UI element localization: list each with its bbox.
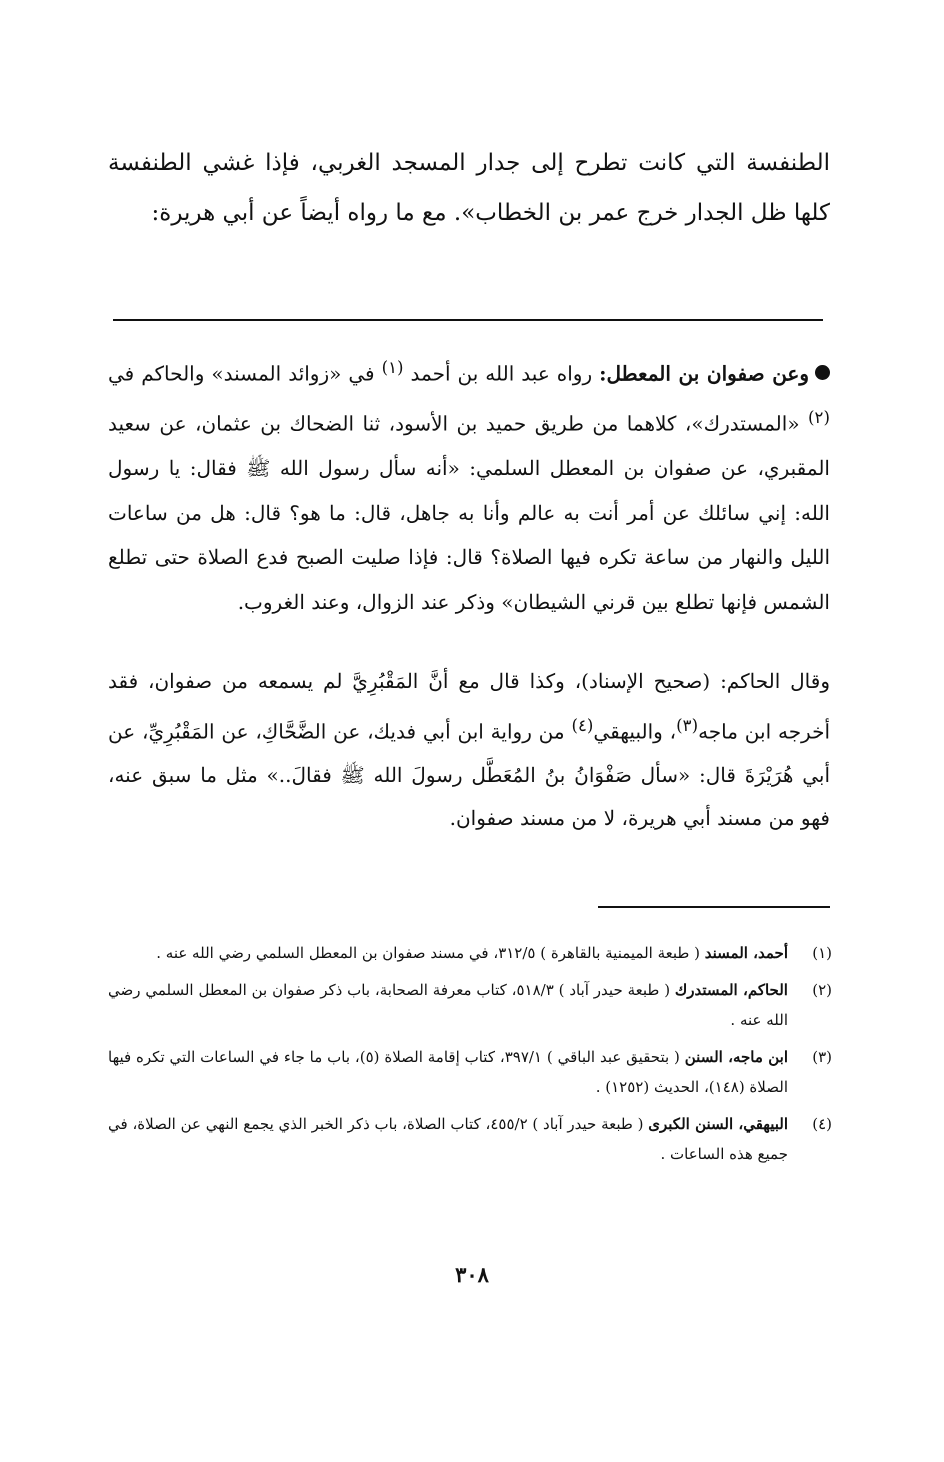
hakim-text-3: من رواية ابن أبي فديك، عن الضَّحَّاكِ، عن المَقْبُرِيِّ، عن أبي هُرَيْرَةَ قال: «سأل صَفْوَانُ بنُ المُعَطَّل رسولَ الله ﷺ فقالَ..» مثل ما سبق عنه، فهو من مسند أبي هريرة، لا من مسند صفوان.: [108, 719, 830, 831]
footnote-ref-3: (٣): [676, 715, 699, 735]
hakim-text-1: وقال الحاكم: (صحيح الإسناد)، وكذا قال مع أنَّ المَقْبُرِيَّ لم يسمعه من صفوان، فقد أخرجه ابن ماجه: [108, 669, 831, 744]
bullet-icon: [815, 365, 830, 380]
footnote-ref-2: (٢): [808, 408, 830, 428]
top-paragraph: الطنفسة التي كانت تطرح إلى جدار المسجد الغربي، فإذا غشي الطنفسة كلها ظل الجدار خرج عمر بن الخطاب». مع ما رواه أيضاً عن أبي هريرة:: [108, 150, 830, 226]
footnotes: [108, 938, 832, 1176]
footnote-text: ( بتحقيق عبد الباقي ) ٣٩٧/١، كتاب إقامة الصلاة (٥)، باب ما جاء في الساعات التي تكره فيها الصلاة (١٤٨)، الحديث (١٢٥٢) .: [108, 1048, 788, 1096]
footnote: [108, 938, 832, 968]
footnote: [108, 975, 832, 1035]
footnote-ref-4: (٤): [571, 715, 594, 735]
footnote-source: البيهقي، السنن الكبرى: [648, 1115, 788, 1133]
hakim-paragraph: [108, 660, 830, 841]
section-text-1: رواه عبد الله بن أحمد: [403, 361, 600, 386]
footnote-text: ( طبعة حيدر آباد ) ٥١٨/٣، كتاب معرفة الصحابة، باب ذكر صفوان بن المعطل السلمي رضي الله عنه .: [108, 981, 788, 1029]
section-text-2: في «زوائد المسند» والحاكم في: [108, 361, 382, 386]
footnote-source: الحاكم، المستدرك: [674, 981, 788, 999]
section-text-3: «المستدرك»، كلاهما من طريق حميد بن الأسود، ثنا الضحاك بن عثمان، عن سعيد المقبري، عن صفوان بن المعطل السلمي: «أنه سأل رسول الله ﷺ فقال: يا رسول الله: إني سائلك عن أمر أنت به عالم وأنا به جاهل، قال: ما هو؟ قال: هل من ساعات الليل والنهار من ساعة تكره فيها الصلاة؟ قال: فإذا صليت الصبح فدع الصلاة حتى تطلع الشمس فإنها تطلع بين قرني الشيطان» وذكر عند الزوال، وعند الغروب.: [108, 411, 830, 614]
footnote-source: أحمد، المسند: [704, 944, 788, 962]
footnote: [108, 1042, 832, 1102]
footnote-number: (٢): [812, 981, 832, 999]
page-number: ٣٠٨: [455, 1262, 489, 1287]
safwan-section: [108, 346, 830, 624]
section-divider: [113, 319, 823, 321]
footnote-number: (٤): [812, 1115, 832, 1133]
footnote-text: ( طبعة الميمنية بالقاهرة ) ٣١٢/٥، في مسند صفوان بن المعطل السلمي رضي الله عنه .: [156, 944, 705, 962]
footnote-source: ابن ماجه، السنن: [684, 1048, 788, 1066]
footnote-number: (١): [812, 944, 832, 962]
footnote: [108, 1109, 832, 1169]
footnote-number: (٣): [812, 1048, 832, 1066]
footnote-divider: [598, 906, 830, 908]
hakim-text-2: ، والبيهقي: [593, 719, 677, 744]
footnote-ref-1: (١): [381, 358, 404, 377]
section-heading: وعن صفوان بن المعطل:: [599, 361, 810, 386]
footnote-text: ( طبعة حيدر آباد ) ٤٥٥/٢، كتاب الصلاة، باب ذكر الخبر الذي يجمع النهي عن الصلاة، في جميع هذه الساعات .: [108, 1115, 788, 1163]
